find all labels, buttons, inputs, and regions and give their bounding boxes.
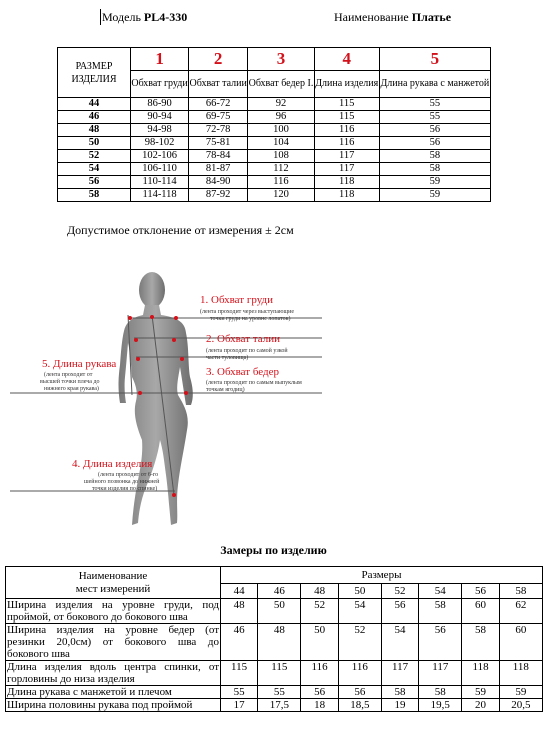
measure-cell: 78-84 <box>189 150 248 163</box>
note-length-3: точки изделия по спинке) <box>92 486 158 492</box>
model-line <box>102 10 187 25</box>
note-chest-2: точки груди на уровне лопаток) <box>210 316 291 322</box>
size-cell: 48 <box>58 124 131 137</box>
measure-value: 118 <box>499 661 542 686</box>
model-label: Модель <box>102 10 141 24</box>
size-row <box>58 150 491 163</box>
measure-value: 60 <box>499 624 542 661</box>
measure-value: 50 <box>258 599 301 624</box>
size-col-header: 54 <box>419 584 462 599</box>
measure-value: 56 <box>381 599 418 624</box>
measure-value: 48 <box>221 599 258 624</box>
measure-value: 59 <box>462 686 499 699</box>
name-value: Платье <box>411 10 452 24</box>
size-row <box>58 137 491 150</box>
note-sleeve-3: нижнего края рукава) <box>44 386 99 392</box>
measure-cell: 110-114 <box>131 176 189 189</box>
measure-cell: 84-90 <box>189 176 248 189</box>
measure-row-label: Длина рукава с манжетой и плечом <box>6 686 221 699</box>
measure-row-label: Ширина половины рукава под проймой <box>6 699 221 712</box>
measure-row <box>6 624 543 661</box>
col-label-4: Длина изделия <box>314 71 379 98</box>
measure-value: 58 <box>381 686 418 699</box>
label-hips: 3. Обхват бедер <box>206 366 279 378</box>
size-row <box>58 98 491 111</box>
size-row <box>58 124 491 137</box>
measure-value: 48 <box>258 624 301 661</box>
measure-cell: 96 <box>248 111 315 124</box>
measure-value: 19,5 <box>419 699 462 712</box>
size-col-header: 48 <box>301 584 338 599</box>
measure-cell: 117 <box>314 150 379 163</box>
size-cell: 52 <box>58 150 131 163</box>
note-hips-2: точкам ягодиц) <box>206 387 245 393</box>
measure-cell: 116 <box>248 176 315 189</box>
measure-cell: 87-92 <box>189 189 248 202</box>
measure-value: 19 <box>381 699 418 712</box>
measure-cell: 69-75 <box>189 111 248 124</box>
measure-cell: 106-110 <box>131 163 189 176</box>
col-label-2: Обхват талии <box>189 71 248 98</box>
size-row <box>58 189 491 202</box>
measure-cell: 108 <box>248 150 315 163</box>
size-row <box>58 176 491 189</box>
measure-value: 56 <box>338 686 381 699</box>
note-sleeve-2: высшей точки плеча до <box>40 379 100 385</box>
size-col-header: 58 <box>499 584 542 599</box>
sizes-header: Размеры <box>221 567 543 584</box>
measure-value: 56 <box>301 686 338 699</box>
model-value: PL4-330 <box>143 10 188 24</box>
note-length-2: шейного позвонка до нижней <box>84 479 160 485</box>
measure-value: 62 <box>499 599 542 624</box>
measure-cell: 56 <box>379 137 490 150</box>
col-label-3: Обхват бедер I. <box>248 71 315 98</box>
measure-value: 58 <box>419 599 462 624</box>
measure-cell: 118 <box>314 189 379 202</box>
name-header: Наименование мест измерений <box>6 567 221 599</box>
measure-value: 17,5 <box>258 699 301 712</box>
measure-cell: 55 <box>379 111 490 124</box>
measure-cell: 58 <box>379 163 490 176</box>
measure-cell: 90-94 <box>131 111 189 124</box>
size-cell: 44 <box>58 98 131 111</box>
text-cursor <box>100 9 101 25</box>
measure-value: 20 <box>462 699 499 712</box>
name-line <box>334 10 451 25</box>
size-table <box>57 47 491 202</box>
measure-cell: 66-72 <box>189 98 248 111</box>
measure-value: 52 <box>301 599 338 624</box>
name-label: Наименование <box>334 10 409 24</box>
measure-cell: 120 <box>248 189 315 202</box>
measure-table <box>5 566 543 712</box>
size-header: РАЗМЕР ИЗДЕЛИЯ <box>58 48 131 98</box>
label-waist: 2. Обхват талии <box>206 333 281 345</box>
col-label-1: Обхват груди <box>131 71 189 98</box>
measure-value: 55 <box>258 686 301 699</box>
measure-cell: 115 <box>314 98 379 111</box>
measure-value: 17 <box>221 699 258 712</box>
measure-cell: 98-102 <box>131 137 189 150</box>
measure-row-label: Ширина изделия на уровне бедер (от резинки 20,0см) от бокового шва до бокового шва <box>7 624 219 660</box>
measure-row-label: Ширина изделия на уровне груди, под проймой, от бокового до бокового шва <box>7 599 219 623</box>
measure-value: 18 <box>301 699 338 712</box>
note-length-1: (лента проходит от 6-го <box>98 472 159 478</box>
measure-cell: 115 <box>314 111 379 124</box>
col-num-1: 1 <box>131 48 189 71</box>
size-col-header: 44 <box>221 584 258 599</box>
measure-cell: 117 <box>314 163 379 176</box>
size-cell: 56 <box>58 176 131 189</box>
note-chest-1: (лента проходит через выступающие <box>200 309 294 315</box>
measure-value: 116 <box>338 661 381 686</box>
measure-value: 58 <box>462 624 499 661</box>
measure-value: 18,5 <box>338 699 381 712</box>
measure-value: 56 <box>419 624 462 661</box>
size-cell: 54 <box>58 163 131 176</box>
measure-value: 117 <box>381 661 418 686</box>
note-sleeve-1: (лента проходит от <box>44 372 93 378</box>
measure-cell: 100 <box>248 124 315 137</box>
measure-value: 115 <box>221 661 258 686</box>
measure-value: 55 <box>221 686 258 699</box>
label-length: 4. Длина изделия <box>72 458 153 470</box>
measure-cell: 112 <box>248 163 315 176</box>
tolerance-note: Допустимое отклонение от измерения ± 2см <box>67 223 294 237</box>
measure-cell: 114-118 <box>131 189 189 202</box>
measure-cell: 116 <box>314 124 379 137</box>
measure-cell: 58 <box>379 150 490 163</box>
measure-value: 59 <box>499 686 542 699</box>
measure-row <box>6 686 543 699</box>
size-cell: 50 <box>58 137 131 150</box>
size-col-header: 46 <box>258 584 301 599</box>
measure-row-label: Длина изделия вдоль центра спинки, от горловины до низа изделия <box>7 661 219 685</box>
measure-row <box>6 699 543 712</box>
measure-value: 46 <box>221 624 258 661</box>
measure-cell: 75-81 <box>189 137 248 150</box>
body-measurement-figure <box>0 255 547 545</box>
size-col-header: 56 <box>462 584 499 599</box>
measure-row <box>6 599 543 624</box>
measure-cell: 81-87 <box>189 163 248 176</box>
measure-cell: 86-90 <box>131 98 189 111</box>
note-hips-1: (лента проходит по самым выпуклым <box>206 380 302 386</box>
col-num-4: 4 <box>314 48 379 71</box>
col-num-5: 5 <box>379 48 490 71</box>
note-waist-1: (лента проходит по самой узкой <box>206 348 288 354</box>
measure-cell: 104 <box>248 137 315 150</box>
measure-cell: 55 <box>379 98 490 111</box>
size-col-header: 50 <box>338 584 381 599</box>
col-num-2: 2 <box>189 48 248 71</box>
col-label-5: Длина рукава с манжетой <box>379 71 490 98</box>
label-sleeve: 5. Длина рукава <box>42 358 117 370</box>
measure-value: 115 <box>258 661 301 686</box>
size-col-header: 52 <box>381 584 418 599</box>
measure-value: 54 <box>338 599 381 624</box>
measure-value: 116 <box>301 661 338 686</box>
size-cell: 46 <box>58 111 131 124</box>
measure-cell: 56 <box>379 124 490 137</box>
measure-value: 20,5 <box>499 699 542 712</box>
measure-table-title: Замеры по изделию <box>220 543 327 557</box>
col-num-3: 3 <box>248 48 315 71</box>
measure-row <box>6 661 543 686</box>
measure-cell: 59 <box>379 176 490 189</box>
measure-value: 117 <box>419 661 462 686</box>
measure-value: 58 <box>419 686 462 699</box>
size-row <box>58 111 491 124</box>
note-waist-2: части туловища) <box>206 355 249 361</box>
measure-value: 54 <box>381 624 418 661</box>
measure-cell: 72-78 <box>189 124 248 137</box>
measure-value: 50 <box>301 624 338 661</box>
size-row <box>58 163 491 176</box>
measure-cell: 59 <box>379 189 490 202</box>
size-cell: 58 <box>58 189 131 202</box>
measure-value: 60 <box>462 599 499 624</box>
measure-value: 118 <box>462 661 499 686</box>
measure-cell: 118 <box>314 176 379 189</box>
measure-cell: 94-98 <box>131 124 189 137</box>
measure-cell: 102-106 <box>131 150 189 163</box>
measure-value: 52 <box>338 624 381 661</box>
measure-cell: 92 <box>248 98 315 111</box>
label-chest: 1. Обхват груди <box>200 294 273 306</box>
measure-cell: 116 <box>314 137 379 150</box>
